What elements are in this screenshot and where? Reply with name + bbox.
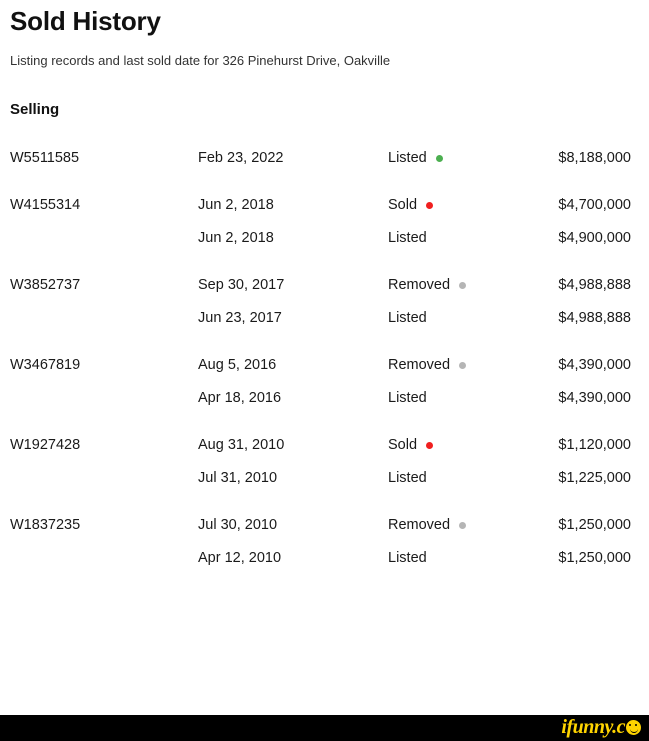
listing-id xyxy=(10,453,198,486)
listing-id: W1927428 xyxy=(10,437,81,453)
record-price: $1,250,000 xyxy=(558,550,631,566)
record-date: Jul 31, 2010 xyxy=(198,470,278,486)
status-badge xyxy=(388,277,466,293)
record-status-cell xyxy=(388,453,553,486)
smiley-icon xyxy=(626,720,641,735)
status-badge xyxy=(388,357,466,373)
record-price: $4,390,000 xyxy=(558,390,631,406)
record-date: Feb 23, 2022 xyxy=(198,150,284,166)
listing-id xyxy=(10,213,198,246)
status-label: Sold xyxy=(388,197,418,213)
listing-id xyxy=(10,293,198,326)
status-label: Listed xyxy=(388,470,427,486)
status-badge xyxy=(388,310,427,326)
record-date: Jun 2, 2018 xyxy=(198,230,274,246)
table-row xyxy=(10,373,639,406)
record-price: $4,900,000 xyxy=(558,230,631,246)
status-label: Removed xyxy=(388,517,451,533)
record-date: Apr 12, 2010 xyxy=(198,550,282,566)
status-label: Sold xyxy=(388,437,418,453)
record-date: Apr 18, 2016 xyxy=(198,390,282,406)
sold-history-table xyxy=(10,128,639,566)
table-row xyxy=(10,453,639,486)
status-badge xyxy=(388,550,427,566)
status-label: Listed xyxy=(388,310,427,326)
status-badge xyxy=(388,390,427,406)
record-status-cell xyxy=(388,213,553,246)
status-badge xyxy=(388,470,427,486)
status-dot-icon xyxy=(426,442,433,449)
status-badge xyxy=(388,517,466,533)
status-badge xyxy=(388,197,433,213)
sold-history-table-body xyxy=(10,128,639,566)
status-dot-icon xyxy=(459,522,466,529)
record-price: $4,988,888 xyxy=(558,310,631,326)
record-status-cell xyxy=(388,246,553,293)
record-price: $1,250,000 xyxy=(558,517,631,533)
record-price: $1,225,000 xyxy=(558,470,631,486)
section-heading-selling: Selling xyxy=(10,101,60,118)
table-row xyxy=(10,486,639,533)
status-dot-icon xyxy=(436,155,443,162)
table-row xyxy=(10,326,639,373)
listing-id: W3467819 xyxy=(10,357,81,373)
page-title: Sold History xyxy=(10,6,161,36)
listing-id xyxy=(10,533,198,566)
status-badge xyxy=(388,150,443,166)
status-label: Listed xyxy=(388,390,427,406)
status-label: Listed xyxy=(388,150,427,166)
record-price: $4,390,000 xyxy=(558,357,631,373)
record-date: Aug 31, 2010 xyxy=(198,437,285,453)
record-status-cell xyxy=(388,486,553,533)
page-subtitle: Listing records and last sold date for 326 Pinehurst Drive, Oakville xyxy=(10,53,391,68)
status-dot-icon xyxy=(459,282,466,289)
listing-id xyxy=(10,373,198,406)
listing-id: W3852737 xyxy=(10,277,81,293)
record-status-cell xyxy=(388,406,553,453)
listing-id: W5511585 xyxy=(10,150,80,166)
watermark-text: ifunny.c xyxy=(561,716,625,738)
table-row xyxy=(10,406,639,453)
record-status-cell xyxy=(388,373,553,406)
record-price: $4,700,000 xyxy=(558,197,631,213)
record-date: Jun 2, 2018 xyxy=(198,197,274,213)
record-date: Jun 23, 2017 xyxy=(198,310,282,326)
status-label: Listed xyxy=(388,230,427,246)
footer-bar xyxy=(0,715,649,741)
table-row xyxy=(10,166,639,213)
status-label: Listed xyxy=(388,550,427,566)
record-status-cell xyxy=(388,533,553,566)
record-date: Sep 30, 2017 xyxy=(198,277,285,293)
record-status-cell xyxy=(388,166,553,213)
table-row xyxy=(10,128,639,166)
record-status-cell xyxy=(388,293,553,326)
status-badge xyxy=(388,230,427,246)
status-dot-icon xyxy=(426,202,433,209)
table-row xyxy=(10,533,639,566)
record-status-cell xyxy=(388,326,553,373)
table-row xyxy=(10,246,639,293)
table-row xyxy=(10,293,639,326)
status-label: Removed xyxy=(388,357,451,373)
record-date: Jul 30, 2010 xyxy=(198,517,278,533)
record-price: $8,188,000 xyxy=(558,150,631,166)
table-row xyxy=(10,213,639,246)
record-date: Aug 5, 2016 xyxy=(198,357,277,373)
status-dot-icon xyxy=(459,362,466,369)
page-content xyxy=(0,6,649,566)
listing-id: W1837235 xyxy=(10,517,81,533)
status-label: Removed xyxy=(388,277,451,293)
record-price: $4,988,888 xyxy=(558,277,631,293)
status-badge xyxy=(388,437,433,453)
record-status-cell xyxy=(388,128,553,166)
record-price: $1,120,000 xyxy=(558,437,631,453)
ifunny-watermark xyxy=(561,716,641,739)
listing-id: W4155314 xyxy=(10,197,81,213)
